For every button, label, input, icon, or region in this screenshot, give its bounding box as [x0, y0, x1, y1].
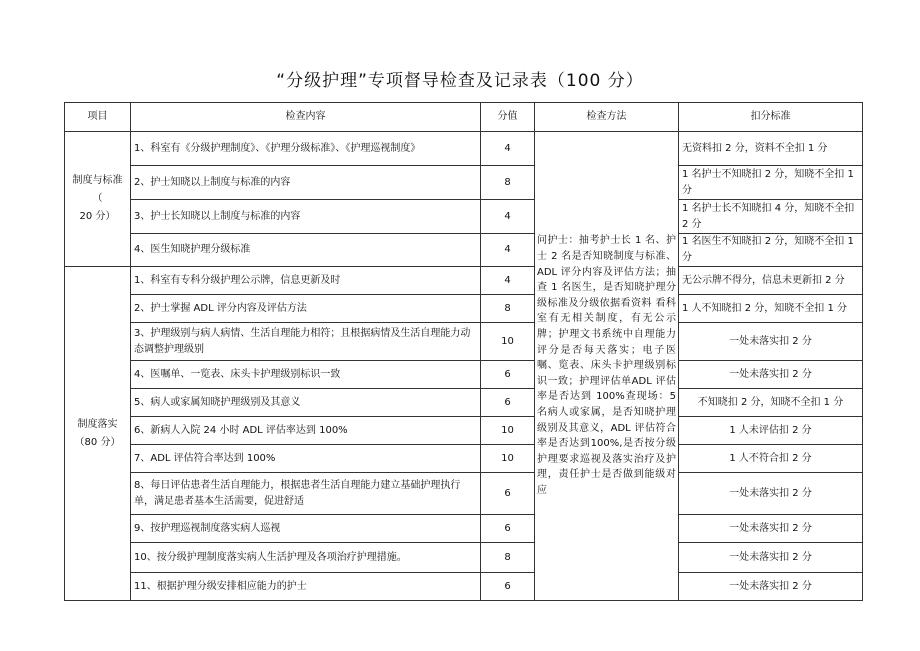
deduction-cell: 1 人未评估扣 2 分: [679, 417, 863, 445]
score-cell: 8: [481, 543, 535, 573]
score-cell: 8: [481, 166, 535, 200]
header-item: 项目: [65, 103, 131, 132]
table-row: [65, 417, 863, 445]
content-cell: 9、按护理巡视制度落实病人巡视: [131, 515, 481, 543]
table-row: [65, 515, 863, 543]
score-cell: 6: [481, 389, 535, 417]
deduction-cell: 1 名医生不知晓扣 2 分，知晓不全扣 1 分: [679, 234, 863, 267]
section-standards: [65, 132, 131, 267]
deduction-cell: 无公示牌不得分，信息未更新扣 2 分: [679, 267, 863, 295]
content-cell: 6、新病人入院 24 小时 ADL 评估率达到 100%: [131, 417, 481, 445]
table-row: [65, 234, 863, 267]
score-cell: 6: [481, 515, 535, 543]
content-cell: 3、护士长知晓以上制度与标准的内容: [131, 200, 481, 234]
table-row: [65, 573, 863, 601]
content-cell: 3、护理级别与病人病情、生活自理能力相符；且根据病情及生活自理能力动态调整护理级别: [131, 323, 481, 361]
table-row: [65, 361, 863, 389]
page-title: “分级护理”专项督导检查及记录表（100 分）: [276, 71, 644, 91]
inspection-table: [64, 102, 863, 601]
score-cell: 6: [481, 361, 535, 389]
deduction-cell: 1 名护士长不知晓扣 4 分，知晓不全扣 2 分: [679, 200, 863, 234]
deduction-cell: 1 人不知晓扣 2 分，知晓不全扣 1 分: [679, 295, 863, 323]
table-row: [65, 389, 863, 417]
score-cell: 4: [481, 132, 535, 166]
table-row: [65, 445, 863, 473]
section-implementation-label: 制度落实: [77, 418, 118, 430]
method-cell: 问护士：抽考护士长 1 名、护士 2 名是否知晓制度与标准、ADL 评分内容及评估方法；抽查 1 名医生，是否知晓护理分级标准及分级依据看资料 看科室有无相关制度，有无公示牌；护理文书系统中自理能力评分是否每天落实；电子医嘱、览表、床头卡护理级别标识一致；护理评估单ADL 评估率是否达到 100%查现场：5 名病人或家属，是否知晓护理级别及其意义，ADL 评估符合率是否达到100%,是否按分级护理要求巡视及落实治疗及护理，责任护士是否做到能级对应: [535, 132, 679, 601]
deduction-cell: 不知晓扣 2 分，知晓不全扣 1 分: [679, 389, 863, 417]
deduction-cell: 无资料扣 2 分，资料不全扣 1 分: [679, 132, 863, 166]
score-cell: 6: [481, 473, 535, 515]
section-standards-label: 制度与标准（: [72, 175, 123, 204]
deduction-cell: 1 人不符合扣 2 分: [679, 445, 863, 473]
section-implementation: [65, 267, 131, 601]
content-cell: 4、医嘱单、一览表、床头卡护理级别标识一致: [131, 361, 481, 389]
table-row: [65, 200, 863, 234]
table-row: [65, 267, 863, 295]
score-cell: 10: [481, 417, 535, 445]
score-cell: 4: [481, 200, 535, 234]
header-content: 检查内容: [131, 103, 481, 132]
deduction-cell: 一处未落实扣 2 分: [679, 473, 863, 515]
table-row: [65, 543, 863, 573]
deduction-cell: 一处未落实扣 2 分: [679, 573, 863, 601]
table-row: [65, 473, 863, 515]
section-standards-score: 20 分）: [79, 211, 116, 222]
content-cell: 5、病人或家属知晓护理级别及其意义: [131, 389, 481, 417]
score-cell: 10: [481, 445, 535, 473]
content-cell: 2、护士知晓以上制度与标准的内容: [131, 166, 481, 200]
deduction-cell: 一处未落实扣 2 分: [679, 515, 863, 543]
content-cell: 2、护士掌握 ADL 评分内容及评估方法: [131, 295, 481, 323]
score-cell: 4: [481, 267, 535, 295]
section-implementation-score: （80 分）: [74, 436, 121, 448]
score-cell: 6: [481, 573, 535, 601]
score-cell: 8: [481, 295, 535, 323]
deduction-cell: 一处未落实扣 2 分: [679, 361, 863, 389]
table-row: [65, 132, 863, 166]
table-row: [65, 295, 863, 323]
content-cell: 4、医生知晓护理分级标准: [131, 234, 481, 267]
header-score: 分值: [481, 103, 535, 132]
content-cell: 11、根据护理分级安排相应能力的护士: [131, 573, 481, 601]
header-deduction: 扣分标准: [679, 103, 863, 132]
deduction-cell: 一处未落实扣 2 分: [679, 543, 863, 573]
header-method: 检查方法: [535, 103, 679, 132]
deduction-cell: 1 名护士不知晓扣 2 分，知晓不全扣 1 分: [679, 166, 863, 200]
content-cell: 7、ADL 评估符合率达到 100%: [131, 445, 481, 473]
table-header-row: [65, 103, 863, 132]
content-cell: 1、科室有专科分级护理公示牌，信息更新及时: [131, 267, 481, 295]
score-cell: 4: [481, 234, 535, 267]
table-row: [65, 323, 863, 361]
content-cell: 8、每日评估患者生活自理能力，根据患者生活自理能力建立基础护理执行单，满足患者基本生活需要，促进舒适: [131, 473, 481, 515]
table-row: [65, 166, 863, 200]
content-cell: 10、按分级护理制度落实病人生活护理及各项治疗护理措施。: [131, 543, 481, 573]
score-cell: 10: [481, 323, 535, 361]
deduction-cell: 一处未落实扣 2 分: [679, 323, 863, 361]
content-cell: 1、科室有《分级护理制度》、《护理分级标准》、《护理巡视制度》: [131, 132, 481, 166]
